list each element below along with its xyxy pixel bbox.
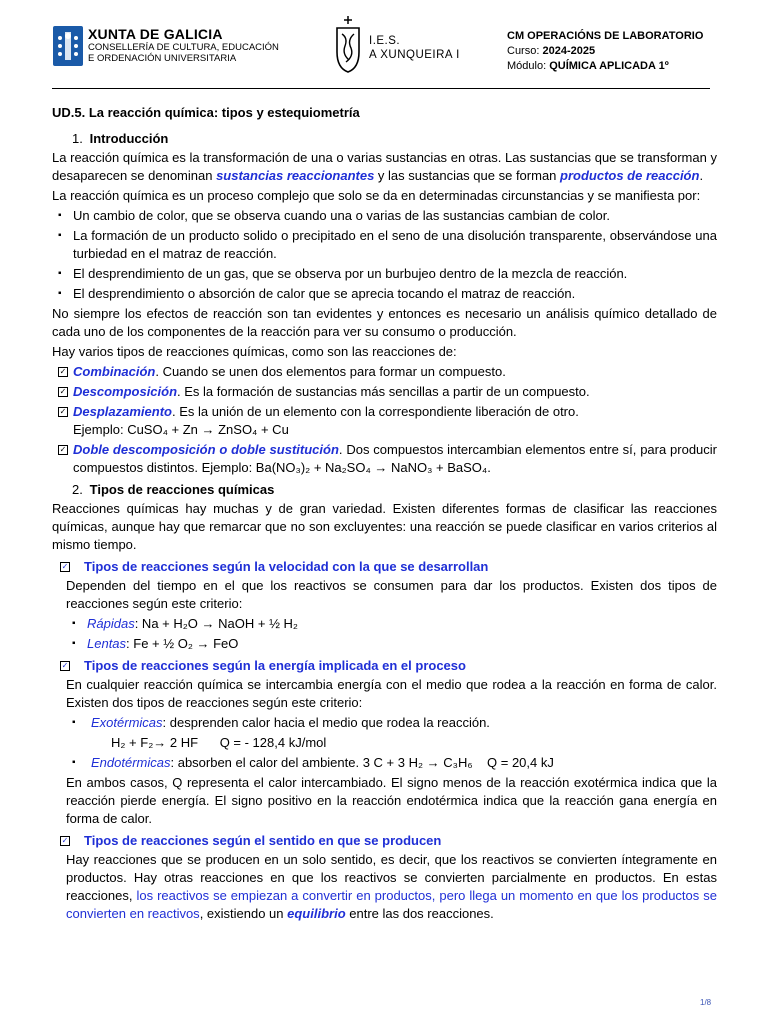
module-name: QUÍMICA APLICADA 1º bbox=[549, 60, 669, 72]
list-item: ▪ La formación de un producto solido o precipitado en el seno de una disolución transparente, observándose una turbiedad en el matraz de reacción. bbox=[52, 227, 717, 263]
page-number: 1/8 bbox=[700, 998, 712, 1007]
module-label: Módulo: bbox=[507, 60, 547, 72]
checkbox-icon: ✓ bbox=[61, 836, 69, 845]
list-item: ▪ Rápidas: Na + H₂O → NaOH + ½ H₂ bbox=[66, 615, 717, 633]
course-cycle: CM OPERACIÓNS DE LABORATORIO bbox=[507, 30, 704, 42]
subsection-direction-heading: ✓ Tipos de reacciones según el sentido en que se producen bbox=[61, 833, 442, 848]
intro-paragraph-2: La reacción química es un proceso complejo que solo se da en determinadas circunstancias y se manifiesta por: bbox=[52, 188, 701, 203]
course-year: 2024-2025 bbox=[542, 45, 596, 57]
course-label: Curso: bbox=[507, 45, 540, 57]
displacement-example: Ejemplo: CuSO₄ + Zn → ZnSO₄ + Cu bbox=[73, 422, 289, 437]
direction-paragraph: Hay reacciones que se producen en un solo sentido, es decir, que los reactivos se convierten íntegramente en productos. Hay otras reacciones en que los reactivos se convierten parcialmente en productos. En estas reacciones, los reactivos se empiezan a convertir en productos, pero llega un momento en que los productos se convierten en reactivos, existiendo un equilibrio entre las dos reacciones. bbox=[66, 852, 717, 921]
checkbox-icon: ✓ bbox=[61, 661, 69, 670]
section-1-heading: 1. Introducción bbox=[72, 131, 169, 146]
document-body bbox=[52, 104, 717, 925]
subsection-energy-body bbox=[66, 676, 717, 828]
list-item: ▪ El desprendimiento de un gas, que se observa por un burbujeo dentro de la mezcla de reacción. bbox=[52, 265, 717, 283]
term-reactants: sustancias reaccionantes bbox=[216, 168, 375, 183]
intro-paragraph-4: Hay varios tipos de reacciones químicas, como son las reacciones de: bbox=[52, 344, 457, 359]
list-item: ✓ Desplazamiento. Es la unión de un elemento con la correspondiente liberación de otro. Ejemplo: CuSO₄ + Zn → ZnSO₄ + Cu bbox=[52, 403, 717, 439]
exothermic-equation: H₂ + F₂→ 2 HF Q = - 128,4 kJ/mol bbox=[111, 735, 327, 750]
checkbox-icon: ✓ bbox=[59, 407, 67, 416]
list-item: ✓ Descomposición. Es la formación de sustancias más sencillas a partir de un compuesto. bbox=[59, 384, 590, 399]
intro-paragraph-3: No siempre los efectos de reacción son tan evidentes y entonces es necesario un análisis químico detallado de cada uno de los componentes de la reacción para ver su consumo o producción. bbox=[52, 306, 717, 339]
xunta-text-block bbox=[88, 26, 279, 64]
page-header bbox=[0, 0, 768, 90]
intro-paragraph-1: La reacción química es la transformación de una o varias sustancias en otras. Las sustancias que se transforman y desaparecen se denominan sustancias reaccionantes y las sustancias que se forman productos de reacción. bbox=[52, 150, 717, 183]
list-item: ▪ Endotérmicas: absorben el calor del ambiente. 3 C + 3 H₂ → C₃H₆ Q = 20,4 kJ bbox=[66, 754, 717, 772]
energy-conclusion: En ambos casos, Q representa el calor intercambiado. El signo menos de la reacción exotérmica indica que la reacción pierde energía. El signo positivo en la reacción endotérmica indica que la reacción gana energía en forma de calor. bbox=[66, 775, 717, 826]
list-item: ✓ Combinación. Cuando se unen dos elementos para formar un compuesto. bbox=[59, 364, 506, 379]
checkbox-icon: ✓ bbox=[59, 367, 67, 376]
ies-line1: I.E.S. bbox=[369, 35, 401, 47]
subsection-direction-body bbox=[66, 851, 717, 923]
xunta-title: XUNTA DE GALICIA bbox=[88, 26, 223, 42]
ies-line2: A XUNQUEIRA I bbox=[369, 49, 460, 61]
section-2-title: Tipos de reacciones químicas bbox=[89, 482, 275, 497]
header-divider bbox=[52, 88, 710, 89]
term-equilibrium: equilibrio bbox=[287, 906, 346, 921]
list-item: ▪ El desprendimiento o absorción de calor que se aprecia tocando el matraz de reacción. bbox=[52, 285, 717, 303]
section-2-heading: 2. Tipos de reacciones químicas bbox=[72, 482, 275, 497]
xunta-shield-icon bbox=[53, 26, 83, 66]
list-item: ▪ Exotérmicas: desprenden calor hacia el medio que rodea la reacción. bbox=[66, 714, 717, 732]
reaction-types-list bbox=[52, 363, 717, 477]
list-item: ▪ Un cambio de color, que se observa cuando una o varias de las sustancias cambian de color. bbox=[52, 207, 717, 225]
xunta-subtitle-line1: CONSELLERÍA DE CULTURA, EDUCACIÓN bbox=[88, 42, 279, 53]
subsection-energy-heading: ✓ Tipos de reacciones según la energía implicada en el proceso bbox=[61, 658, 466, 673]
checkbox-icon: ✓ bbox=[61, 562, 69, 571]
equilibrium-description: los reactivos se empiezan a convertir en productos, pero llega un momento en que los productos se convierten en reactivos bbox=[66, 888, 717, 921]
unit-title: UD.5. La reacción química: tipos y estequiometría bbox=[52, 105, 360, 120]
checkbox-icon: ✓ bbox=[59, 387, 67, 396]
list-item: ✓ Doble descomposición o doble sustitución. Dos compuestos intercambian elementos entre sí, para producir compuestos distintos. Ejemplo: Ba(NO₃)₂ + Na₂SO₄ → NaNO₃ + BaSO₄. bbox=[59, 442, 718, 475]
energy-list bbox=[66, 714, 717, 732]
section-1-title: Introducción bbox=[89, 131, 169, 146]
subsection-speed-body bbox=[66, 577, 717, 653]
manifestation-list bbox=[52, 207, 717, 303]
subsection-speed-heading: ✓ Tipos de reacciones según la velocidad con la que se desarrollan bbox=[61, 559, 489, 574]
speed-paragraph: Dependen del tiempo en el que los reactivos se consumen para dar los productos. Existen dos tipos de reacciones según este criterio: bbox=[66, 578, 717, 611]
speed-list bbox=[66, 615, 717, 653]
term-products: productos de reacción bbox=[560, 168, 700, 183]
list-item: ▪ Lentas: Fe + ½ O₂ → FeO bbox=[66, 635, 717, 653]
energy-list-2 bbox=[66, 754, 717, 772]
checkbox-icon: ✓ bbox=[59, 445, 67, 454]
types-paragraph: Reacciones químicas hay muchas y de gran variedad. Existen diferentes formas de clasificar las reacciones químicas, aunque hay que remarcar que no son excluyentes: una reacción se puede clasificar en varios criterios al mismo tiempo. bbox=[52, 501, 717, 552]
energy-paragraph: En cualquier reacción química se intercambia energía con el medio que rodea a la reacción en forma de calor. Existen dos tipos de reacciones según este criterio: bbox=[66, 677, 717, 710]
course-info bbox=[507, 29, 703, 74]
ies-crest-icon bbox=[333, 16, 363, 74]
ies-name bbox=[369, 34, 460, 62]
xunta-subtitle-line2: E ORDENACIÓN UNIVERSITARIA bbox=[88, 53, 237, 64]
